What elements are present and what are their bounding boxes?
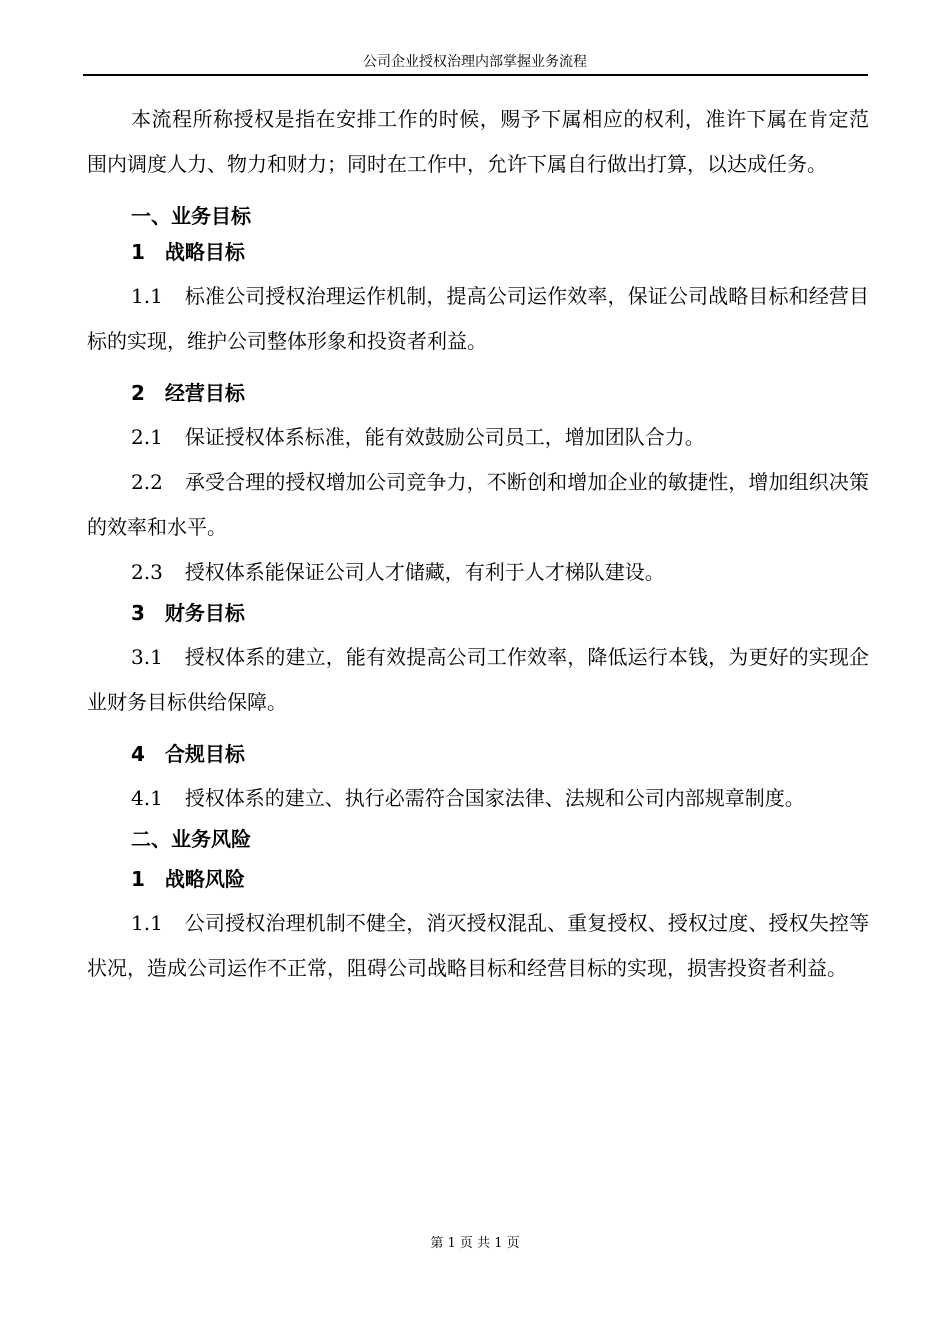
clause-number: 3.1: [131, 645, 163, 669]
clause-text: 授权体系的建立、执行必需符合国家法律、法规和公司内部规章制度。: [184, 786, 805, 810]
clause-number: 1.1: [131, 911, 163, 935]
subheading-text: 经营目标: [164, 381, 245, 405]
clause-number: 2.2: [131, 470, 163, 494]
subheading-number: 1: [131, 240, 145, 264]
subheading-strategic-goals: [87, 234, 869, 270]
clause-number: 2.3: [131, 560, 163, 584]
clause-text: 公司授权治理机制不健全，消灭授权混乱、重复授权、授权过度、授权失控等状况，造成公司运作不正常，阻碍公司战略目标和经营目标的实现，损害投资者利益。: [87, 911, 869, 980]
clause-paragraph: [87, 415, 869, 460]
clause-paragraph: [87, 550, 869, 595]
clause-text: 保证授权体系标准，能有效鼓励公司员工，增加团队合力。: [184, 425, 705, 449]
clause-paragraph: [87, 635, 869, 725]
clause-paragraph: [87, 274, 869, 364]
clause-paragraph: [87, 901, 869, 991]
subheading-strategic-risks: [87, 861, 869, 897]
subheading-financial-goals: [87, 595, 869, 631]
subheading-text: 战略风险: [164, 867, 245, 891]
section-heading-business-risks: 二、业务风险: [131, 827, 251, 851]
clause-text: 承受合理的授权增加公司竞争力，不断创和增加企业的敏捷性，增加组织决策的效率和水平。: [87, 470, 869, 539]
subheading-text: 财务目标: [164, 601, 245, 625]
subheading-compliance-goals: [87, 736, 869, 772]
clause-paragraph: [87, 460, 869, 550]
clause-paragraph: [87, 776, 869, 821]
subheading-number: 4: [131, 742, 145, 766]
subheading-number: 3: [131, 601, 145, 625]
clause-number: 1.1: [131, 284, 163, 308]
clause-text: 授权体系能保证公司人才储藏，有利于人才梯队建设。: [184, 560, 665, 584]
clause-number: 2.1: [131, 425, 163, 449]
subheading-operating-goals: [87, 375, 869, 411]
document-body: [87, 97, 869, 991]
clause-text: 授权体系的建立，能有效提高公司工作效率，降低运行本钱，为更好的实现企业财务目标供给保障。: [87, 645, 869, 714]
subheading-number: 2: [131, 381, 145, 405]
subheading-text: 合规目标: [164, 742, 245, 766]
section-heading-business-goals: 一、业务目标: [131, 204, 251, 228]
page-footer-page-number: 第 1 页 共 1 页: [430, 1236, 520, 1251]
subheading-number: 1: [131, 867, 145, 891]
page-header-title: 公司企业授权治理内部掌握业务流程: [363, 54, 587, 70]
clause-number: 4.1: [131, 786, 163, 810]
clause-text: 标准公司授权治理运作机制，提高公司运作效率，保证公司战略目标和经营目标的实现，维护公司整体形象和投资者利益。: [87, 284, 869, 353]
intro-paragraph: 本流程所称授权是指在安排工作的时候，赐予下属相应的权利，准许下属在肯定范围内调度人力、物力和财力；同时在工作中，允许下属自行做出打算，以达成任务。: [87, 107, 869, 176]
header-rule: [83, 74, 868, 76]
subheading-text: 战略目标: [164, 240, 245, 264]
